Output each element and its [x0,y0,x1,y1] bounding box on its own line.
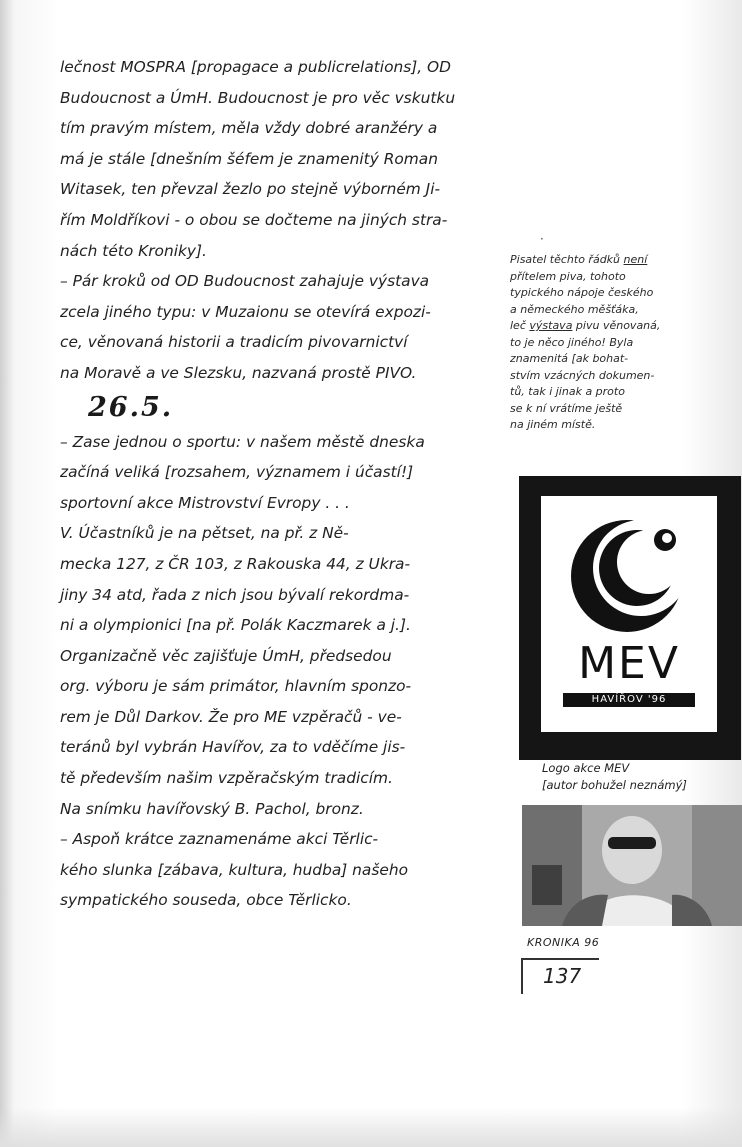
side-note-text: leč [510,319,530,332]
underlined-word: výstava [529,319,573,332]
text-line: ni a olympionici [na př. Polák Kaczmarek a j.]. [60,616,411,635]
text-line: řím Moldříkovi - o obou se dočteme na jiných stra- [60,210,448,229]
weightlifter-photo [522,805,742,926]
text-line: kého slunka [zábava, kultura, hudba] našeho [60,860,409,879]
side-note-text: to je něco jiného! Byla [510,335,634,349]
main-text-block-2 [60,427,512,917]
side-note-text: pivu věnovaná, [572,319,661,332]
mev-logo [541,496,717,732]
caption-line: [autor bohužel neznámý] [542,778,687,792]
crescent-logo-icon [541,496,717,646]
text-line: mecka 127, z ČR 103, z Rakouska 44, z Ukra- [60,554,411,573]
side-note-line [510,335,742,352]
side-note-line [510,417,742,434]
text-line: Na snímku havířovský B. Pachol, bronz. [60,799,364,818]
text-line: sympatického souseda, obce Těrlicko. [60,891,352,910]
text-line: Budoucnost a ÚmH. Budoucnost je pro věc vskutku [60,88,456,107]
side-note-line [510,368,742,385]
date-heading: 26.5. [88,391,174,423]
side-note-text: stvím vzácných dokumen- [510,368,655,382]
text-line: jiny 34 atd, řada z nich jsou bývalí rekordma- [60,585,410,604]
side-note-text: na jiném místě. [510,418,596,431]
side-note-line [510,252,742,269]
side-note-line [510,401,742,418]
photo-image-icon [522,805,742,926]
side-note-line [510,269,742,286]
side-note [510,252,742,434]
text-line: teránů byl vybrán Havířov, za to vděčíme jis- [60,738,406,757]
side-note-text: se k ní vrátíme ještě [510,401,623,415]
text-line: Organizačně věc zajišťuje ÚmH, předsedou [60,646,392,665]
binding-shadow [0,0,14,1147]
chronicle-label: KRONIKA 96 [527,936,600,949]
text-line: tím pravým místem, měla vždy dobré aranžéry a [60,119,438,138]
side-note-text: Pisatel těchto řádků [510,253,624,266]
text-line: na Moravě a ve Slezsku, nazvaná prostě PIVO. [60,363,417,382]
text-line: – Pár kroků od OD Budoucnost zahajuje výstava [60,272,430,291]
text-line: V. Účastníků je na pětset, na př. z Ně- [60,524,349,543]
side-note-line [510,302,742,319]
text-line: začíná veliká [rozsahem, významem i účastí!] [60,463,414,482]
side-note-line [510,318,742,335]
text-line: lečnost MOSPRA [propagace a publicrelations], OD [60,58,452,76]
logo-title: MEV [578,638,680,689]
logo-subtitle: HAVÍŘOV '96 [563,693,695,707]
margin-mark: · [540,232,544,246]
mev-logo-card [519,476,741,760]
text-line: ce, věnovaná historii a tradicím pivovarnictví [60,333,408,352]
underlined-word: není [623,253,648,266]
text-line: – Aspoň krátce zaznamenáme akci Těrlic- [60,830,379,849]
page-number: 137 [543,964,582,988]
side-note-text: typického nápoje českého [510,286,654,299]
text-line: má je stále [dnešním šéfem je znamenitý Roman [60,149,438,168]
text-line: rem je Důl Darkov. Že pro ME vzpěračů - ve- [60,707,402,726]
text-line: org. výboru je sám primátor, hlavním sponzo- [60,677,412,696]
logo-caption [542,760,742,794]
main-handwritten-text [60,52,512,916]
text-line: tě především našim vzpěračským tradicím. [60,769,393,788]
side-note-text: přítelem piva, tohoto [510,269,626,283]
side-note-text: znamenitá [ak bohat- [510,352,629,365]
text-line: Witasek, ten převzal žezlo po stejně výborném Ji- [60,180,441,199]
side-note-text: a německého měšťáka, [510,302,639,316]
side-note-line [510,285,742,302]
side-note-text: tů, tak i jinak a proto [510,385,625,398]
text-line: zcela jiného typu: v Muzaionu se otevírá expozi- [60,302,431,321]
side-note-line [510,351,742,368]
main-text-block-1 [60,52,512,389]
side-note-line [510,384,742,401]
text-line: – Zase jednou o sportu: v našem městě dneska [60,432,425,451]
text-line: sportovní akce Mistrovství Evropy . . . [60,493,350,512]
caption-line: Logo akce MEV [542,761,630,775]
text-line: nách této Kroniky]. [60,241,207,260]
page-number-box [521,958,599,994]
page-bottom-shadow [0,1107,742,1147]
